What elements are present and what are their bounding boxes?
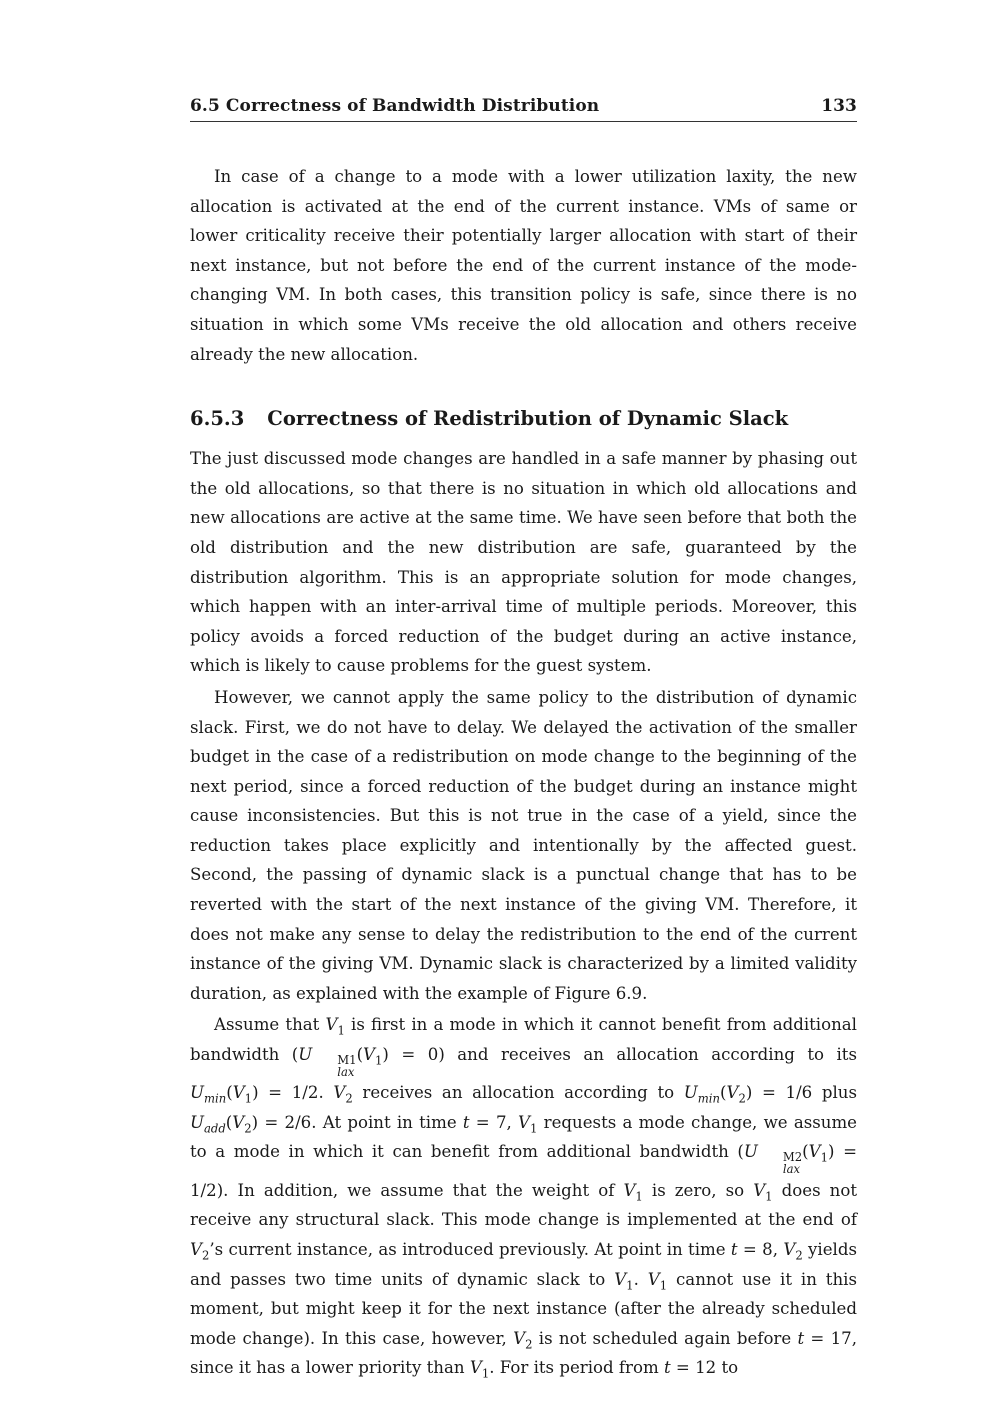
subsection-title: Correctness of Redistribution of Dynamic Slack xyxy=(267,407,789,431)
subsection-number: 6.5.3 xyxy=(190,407,245,431)
running-header xyxy=(190,96,857,122)
paragraph-dynamic-slack-policy: However, we cannot apply the same policy to the distribution of dynamic slack. First, we do not have to delay. We delayed the activation of the smaller budget in the case of a redistribution on mode change to the beginning of the next period, since a forced reduction of the budget during an instance might cause inconsistencies. But this is not true in the case of a yield, since the reduction takes place explicitly and intentionally by the affected guest. Second, the passing of dynamic slack is a punctual change that has to be reverted with the start of the next instance of the giving VM. Therefore, it does not make any sense to delay the redistribution to the end of the current instance of the giving VM. Dynamic slack is characterized by a limited validity duration, as explained with the example of Figure 6.9. xyxy=(190,687,857,1003)
page xyxy=(190,96,857,1383)
header-section-title: 6.5 Correctness of Bandwidth Distribution xyxy=(190,96,600,116)
body-text xyxy=(190,162,857,1383)
page-number: 133 xyxy=(821,96,857,116)
subsection-heading xyxy=(190,407,857,430)
paragraph-example: Assume that $V_1$ is first in a mode in which it cannot benefit from additional bandwidth (U M1 lax $(V_1) = 0$) and receives an allocation according to its $U_{min}(V_1) = 1/2$. $V_2$ receives an allocation according to $U_{min}(V_2) = 1/6$ plus $U_{add}(V_2) = 2/6$. At point in time t = 7, $V_1$ requests a mode change, we assume to a mode in which it can benefit from additional bandwidth (U M2 lax $(V_1) = 1/2$). In addition, we assume that the weight of $V_1$ is zero, so $V_1$ does not receive any structural slack. This mode change is implemented at the end of $V_2’s$ current instance, as introduced previously. At point in time t = 8, $V_2$ yields and passes two time units of dynamic slack to $V_1$. $V_1$ cannot use it in this moment, but might keep it for the next instance (after the already scheduled mode change). In this case, however, $V_2$ is not scheduled again before t = 17, since it has a lower priority than $V_1$. For its period from t = 12 to xyxy=(190,1015,857,1381)
paragraph-mode-change: In case of a change to a mode with a lower utilization laxity, the new allocation is activated at the end of the current instance. VMs of same or lower criticality receive their potentially larger allocation with start of their next instance, but not before the end of the current instance of the mode-changing VM. In both cases, this transition policy is safe, since there is no situation in which some VMs receive the old allocation and others receive already the new allocation. xyxy=(190,167,857,364)
paragraph-safe-mode-changes: The just discussed mode changes are handled in a safe manner by phasing out the old allocations, so that there is no situation in which old allocations and new allocations are active at the same time. We have seen before that both the old distribution and the new distribution are safe, guaranteed by the distribution algorithm. This is an appropriate solution for mode changes, which happen with an inter-arrival time of multiple periods. Moreover, this policy avoids a forced reduction of the budget during an active instance, which is likely to cause problems for the guest system. xyxy=(190,449,857,676)
